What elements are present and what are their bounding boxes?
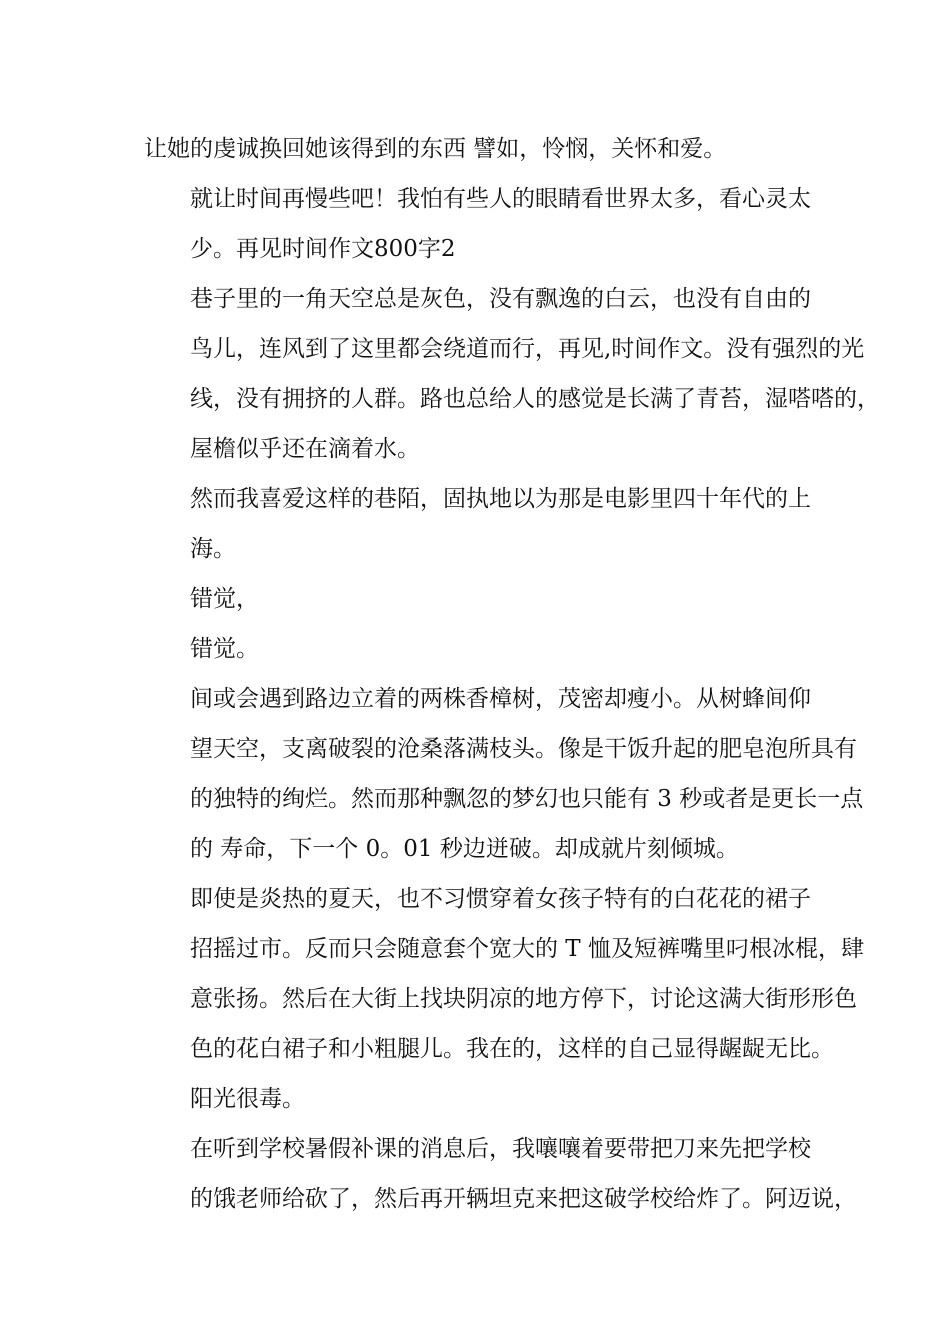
text-line: 阳光很毒。: [190, 1086, 305, 1112]
text-line: 望天空，支离破裂的沧桑落满枝头。像是干饭升起的肥皂泡所具有: [190, 736, 857, 762]
paragraph: [144, 624, 809, 674]
text-line: 色的花白裙子和小粗腿儿。我在的，这样的自己显得龌龊无比。: [190, 1036, 834, 1062]
text-line: 间或会遇到路边立着的两株香樟树，茂密却瘦小。从树蜂间仰: [190, 686, 811, 712]
text-line: 错觉，: [190, 586, 259, 612]
text-line: 然而我喜爱这样的巷陌，固执地以为那是电影里四十年代的上: [190, 486, 811, 512]
text-line: 屋檐似乎还在滴着水。: [190, 436, 420, 462]
paragraph: [144, 274, 880, 474]
text-line: 海。: [190, 536, 236, 562]
text-line: 在听到学校暑假补课的消息后，我嚷嚷着要带把刀来先把学校: [190, 1136, 811, 1162]
text-line: 的独特的绚烂。然而那种飘忽的梦幻也只能有 3 秒或者是更长一点: [190, 786, 864, 812]
text-line: 错觉。: [190, 636, 259, 662]
text-line: 的饿老师给砍了，然后再开辆坦克来把这破学校给炸了。阿迈说，: [190, 1186, 857, 1212]
text-line: 巷子里的一角天空总是灰色，没有飘逸的白云，也没有自由的: [190, 286, 811, 312]
text-line: 即使是炎热的夏天，也不习惯穿着女孩子特有的白花花的裙子: [190, 886, 811, 912]
document-body: [144, 124, 880, 1224]
text-line: 线，没有拥挤的人群。路也总给人的感觉是长满了青苔，湿嗒嗒的，: [190, 386, 880, 412]
paragraph: [144, 474, 809, 574]
paragraph: [144, 1124, 857, 1224]
paragraph: [144, 574, 809, 624]
text-line: 的 寿命，下一个 0。01 秒边迸破。却成就片刻倾城。: [190, 836, 739, 862]
paragraph: [144, 1074, 809, 1124]
text-line: 让她的虔诚换回她该得到的东西 譬如，怜悯，关怀和爱。: [144, 136, 727, 162]
text-line: 鸟儿，连风到了这里都会绕道而行，再见,时间作文。没有强烈的光: [190, 336, 865, 362]
text-line: 招摇过市。反而只会随意套个宽大的 T 恤及短裤嘴里叼根冰棍，肆: [190, 936, 864, 962]
paragraph: [144, 674, 864, 874]
paragraph: [144, 174, 809, 274]
text-line: 就让时间再慢些吧！我怕有些人的眼睛看世界太多，看心灵太: [190, 186, 811, 212]
paragraph: [144, 124, 809, 174]
text-line: 少。再见时间作文800字2: [190, 236, 456, 262]
paragraph: [144, 874, 864, 1074]
text-line: 意张扬。然后在大街上找块阴凉的地方停下，讨论这满大街形形色: [190, 986, 857, 1012]
